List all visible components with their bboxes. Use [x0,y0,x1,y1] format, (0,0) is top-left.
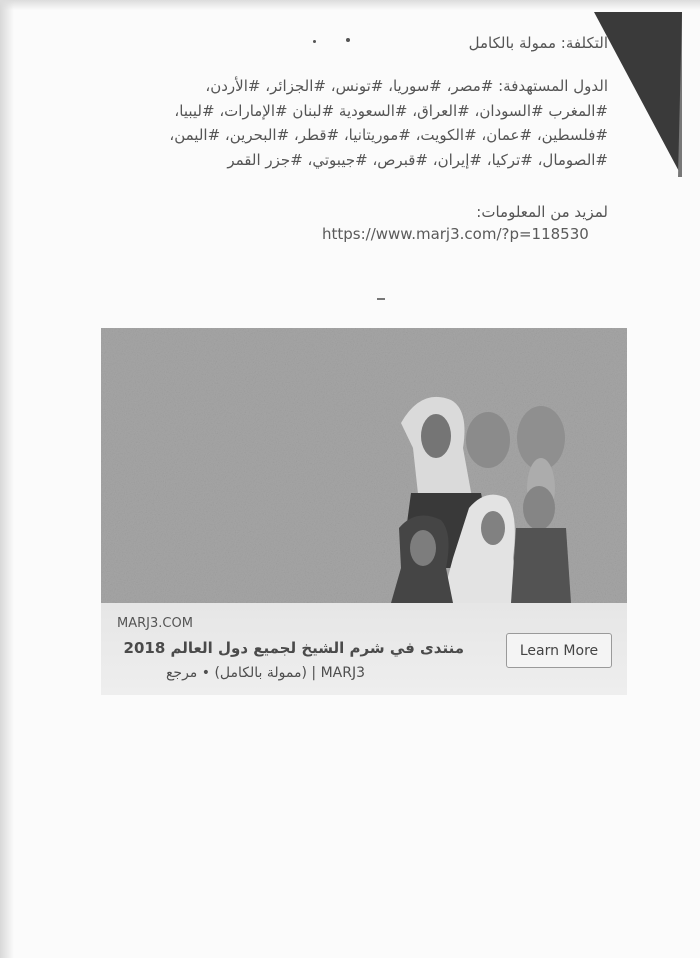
scan-left-edge [0,0,14,958]
folded-corner-edge [678,12,682,177]
learn-more-button[interactable]: Learn More [506,633,612,668]
countries-line: الدول المستهدفة: #مصر، #سوريا، #تونس، #الجزائر، #الأردن، [205,77,608,95]
target-countries [78,74,608,172]
ad-subline: MARJ3 | (ممولة بالكامل) • مرجع [165,665,365,681]
more-info-url: https://www.marj3.com/?p=118530 [322,225,589,243]
ad-headline[interactable]: منتدى في شرم الشيخ لجميع دول العالم 2018 [123,639,464,657]
more-info-label: لمزيد من المعلومات: [476,203,608,221]
ad-domain: MARJ3.COM [117,616,193,631]
scan-top-edge [0,0,700,10]
countries-line: #الصومال، #تركيا، #إيران، #قبرص، #جيبوتي، #جزر القمر [227,150,608,169]
ad-footer[interactable] [101,603,627,695]
scan-mark [377,298,385,300]
countries-line: #المغرب #السودان، #العراق، #السعودية #لبنان #الإمارات، #ليبيا، [174,101,608,120]
cost-line: التكلفة: ممولة بالكامل [468,34,608,52]
ad-photo-illustration [101,328,627,603]
ad-image[interactable] [101,328,627,603]
countries-line: #فلسطين، #عمان، #الكويت، #موريتانيا، #قطر، #البحرين، #اليمن، [169,126,608,144]
